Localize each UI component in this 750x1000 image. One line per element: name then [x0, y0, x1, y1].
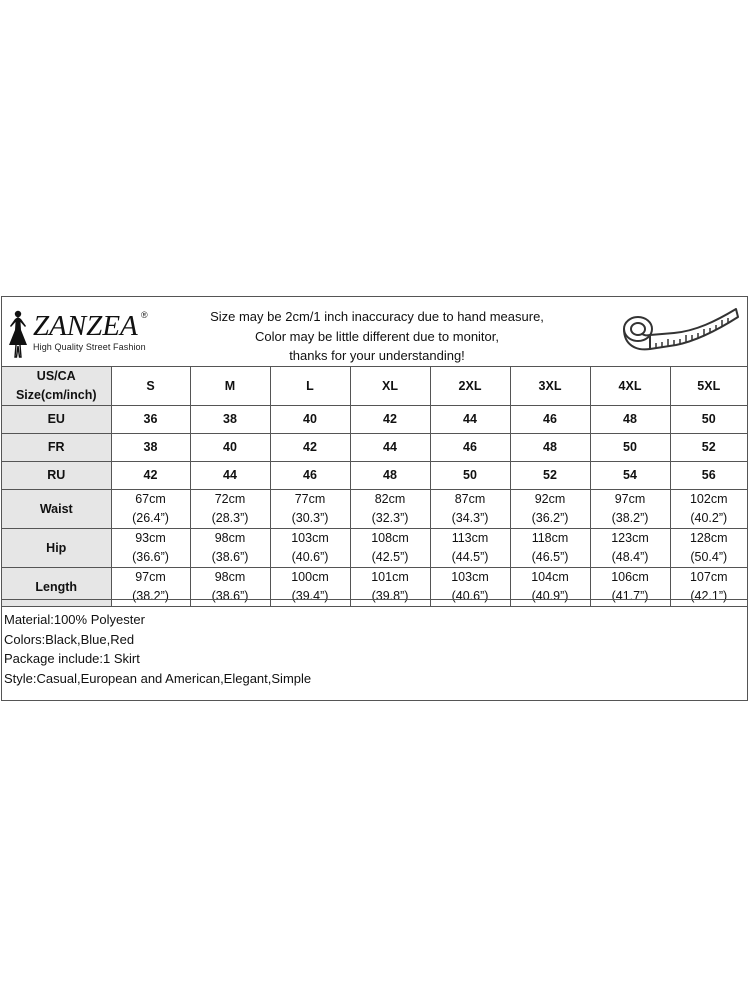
table-row-hip — [2, 529, 747, 568]
measuring-tape-icon — [616, 305, 742, 359]
table-cell: 52 — [510, 462, 590, 490]
table-cell: 40 — [270, 406, 350, 434]
inch-value: (36.2”) — [531, 511, 569, 525]
cm-value: 72cm — [214, 492, 246, 506]
table-cell: 44 — [430, 406, 510, 434]
corner-label-cell — [2, 367, 111, 406]
cm-value: 92cm — [534, 492, 566, 506]
table-cell — [590, 529, 670, 568]
table-cell — [270, 529, 350, 568]
table-row — [2, 406, 747, 434]
inch-value: (42.1”) — [690, 589, 728, 603]
size-header-cell: 4XL — [590, 367, 670, 406]
table-cell: 44 — [350, 434, 430, 462]
cm-value: 100cm — [291, 570, 329, 584]
brand-tagline: High Quality Street Fashion — [33, 342, 146, 352]
table-cell — [350, 529, 430, 568]
cm-value: 113cm — [451, 531, 489, 545]
cm-value: 108cm — [371, 531, 409, 545]
table-cell: 54 — [590, 462, 670, 490]
notice-line: Size may be 2cm/1 inch inaccuracy due to hand measure, — [210, 309, 544, 324]
inch-value: (26.4”) — [132, 511, 169, 525]
cm-value: 128cm — [689, 531, 728, 545]
inch-value: (40.6”) — [451, 589, 489, 603]
inch-value: (30.3”) — [291, 511, 329, 525]
size-header-cell: 3XL — [510, 367, 590, 406]
table-cell: 40 — [190, 434, 270, 462]
table-row-waist — [2, 490, 747, 529]
row-label: RU — [2, 462, 111, 490]
notice-line: Color may be little different due to monitor, — [255, 328, 499, 344]
table-cell — [190, 529, 270, 568]
product-specs — [2, 599, 747, 688]
cm-value: 87cm — [454, 492, 486, 506]
row-label: Hip — [2, 529, 111, 568]
table-cell: 50 — [430, 462, 510, 490]
inch-value: (38.6”) — [211, 550, 249, 564]
inch-value: (41.7”) — [611, 589, 649, 603]
table-cell — [670, 529, 747, 568]
size-header-cell: L — [270, 367, 350, 406]
cm-value: 93cm — [135, 531, 166, 545]
measurement-notice — [192, 307, 562, 366]
inch-value: (42.5”) — [371, 550, 409, 564]
inch-value: (39.4”) — [291, 589, 329, 603]
size-header-cell: 5XL — [670, 367, 747, 406]
size-header-cell: XL — [350, 367, 430, 406]
cm-value: 97cm — [614, 492, 646, 506]
cm-value: 118cm — [531, 531, 569, 545]
table-cell: 36 — [111, 406, 190, 434]
inch-value: (44.5”) — [451, 550, 489, 564]
chart-header — [2, 297, 747, 367]
inch-value: (40.2”) — [690, 511, 728, 525]
inch-value: (34.3”) — [451, 511, 489, 525]
table-cell: 42 — [111, 462, 190, 490]
cm-value: 102cm — [689, 492, 728, 506]
table-cell: 48 — [590, 406, 670, 434]
table-cell — [510, 490, 590, 529]
inch-value: (36.6”) — [132, 550, 169, 564]
cm-value: 123cm — [611, 531, 649, 545]
table-cell: 42 — [270, 434, 350, 462]
table-cell — [190, 490, 270, 529]
size-header-cell: S — [111, 367, 190, 406]
size-table — [2, 367, 747, 607]
cm-value: 101cm — [371, 570, 409, 584]
corner-label-line: Size(cm/inch) — [15, 388, 97, 402]
table-cell — [430, 529, 510, 568]
inch-value: (38.2”) — [132, 589, 169, 603]
table-cell: 38 — [190, 406, 270, 434]
notice-line: thanks for your understanding! — [289, 348, 465, 363]
table-cell: 48 — [510, 434, 590, 462]
cm-value: 106cm — [611, 570, 649, 584]
spec-material: Material:100% Polyester — [4, 612, 145, 627]
spec-package: Package include:1 Skirt — [4, 651, 140, 666]
brand-logo — [6, 307, 156, 359]
inch-value: (40.6”) — [291, 550, 329, 564]
table-cell: 46 — [270, 462, 350, 490]
table-cell — [510, 529, 590, 568]
cm-value: 98cm — [214, 531, 246, 545]
brand-name: ZANZEA — [33, 310, 138, 342]
table-cell: 52 — [670, 434, 747, 462]
inch-value: (40.9”) — [531, 589, 569, 603]
fashion-woman-silhouette-icon — [6, 309, 30, 359]
table-cell: 56 — [670, 462, 747, 490]
table-cell: 42 — [350, 406, 430, 434]
row-label: FR — [2, 434, 111, 462]
cm-value: 77cm — [294, 492, 326, 506]
size-header-row — [2, 367, 747, 406]
table-row — [2, 434, 747, 462]
table-cell: 44 — [190, 462, 270, 490]
row-label: Length — [2, 568, 111, 607]
cm-value: 98cm — [214, 570, 246, 584]
table-cell — [111, 529, 190, 568]
inch-value: (32.3”) — [371, 511, 409, 525]
inch-value: (39.8”) — [371, 589, 409, 603]
size-header-cell: M — [190, 367, 270, 406]
size-header-cell: 2XL — [430, 367, 510, 406]
table-cell: 46 — [430, 434, 510, 462]
table-cell — [350, 490, 430, 529]
row-label: EU — [2, 406, 111, 434]
inch-value: (48.4”) — [611, 550, 649, 564]
inch-value: (46.5”) — [531, 550, 569, 564]
table-row — [2, 462, 747, 490]
spec-style: Style:Casual,European and American,Elegant,Simple — [4, 670, 312, 686]
table-cell — [670, 490, 747, 529]
cm-value: 107cm — [689, 570, 728, 584]
cm-value: 97cm — [135, 570, 166, 584]
table-cell — [270, 490, 350, 529]
cm-value: 82cm — [374, 492, 406, 506]
cm-value: 103cm — [291, 531, 329, 545]
table-cell: 50 — [670, 406, 747, 434]
table-cell — [430, 490, 510, 529]
spec-colors: Colors:Black,Blue,Red — [4, 631, 135, 647]
inch-value: (28.3”) — [211, 511, 249, 525]
inch-value: (38.6”) — [211, 589, 249, 603]
corner-label-line: US/CA — [36, 369, 76, 383]
inch-value: (50.4”) — [690, 550, 728, 564]
table-cell: 46 — [510, 406, 590, 434]
table-cell — [590, 490, 670, 529]
size-chart-sheet — [1, 296, 748, 701]
table-cell: 48 — [350, 462, 430, 490]
cm-value: 67cm — [135, 492, 166, 506]
cm-value: 104cm — [531, 570, 569, 584]
table-cell: 38 — [111, 434, 190, 462]
table-cell: 50 — [590, 434, 670, 462]
cm-value: 103cm — [451, 570, 489, 584]
registered-mark: ® — [141, 310, 148, 320]
row-label: Waist — [2, 490, 111, 529]
inch-value: (38.2”) — [611, 511, 649, 525]
table-cell — [111, 490, 190, 529]
